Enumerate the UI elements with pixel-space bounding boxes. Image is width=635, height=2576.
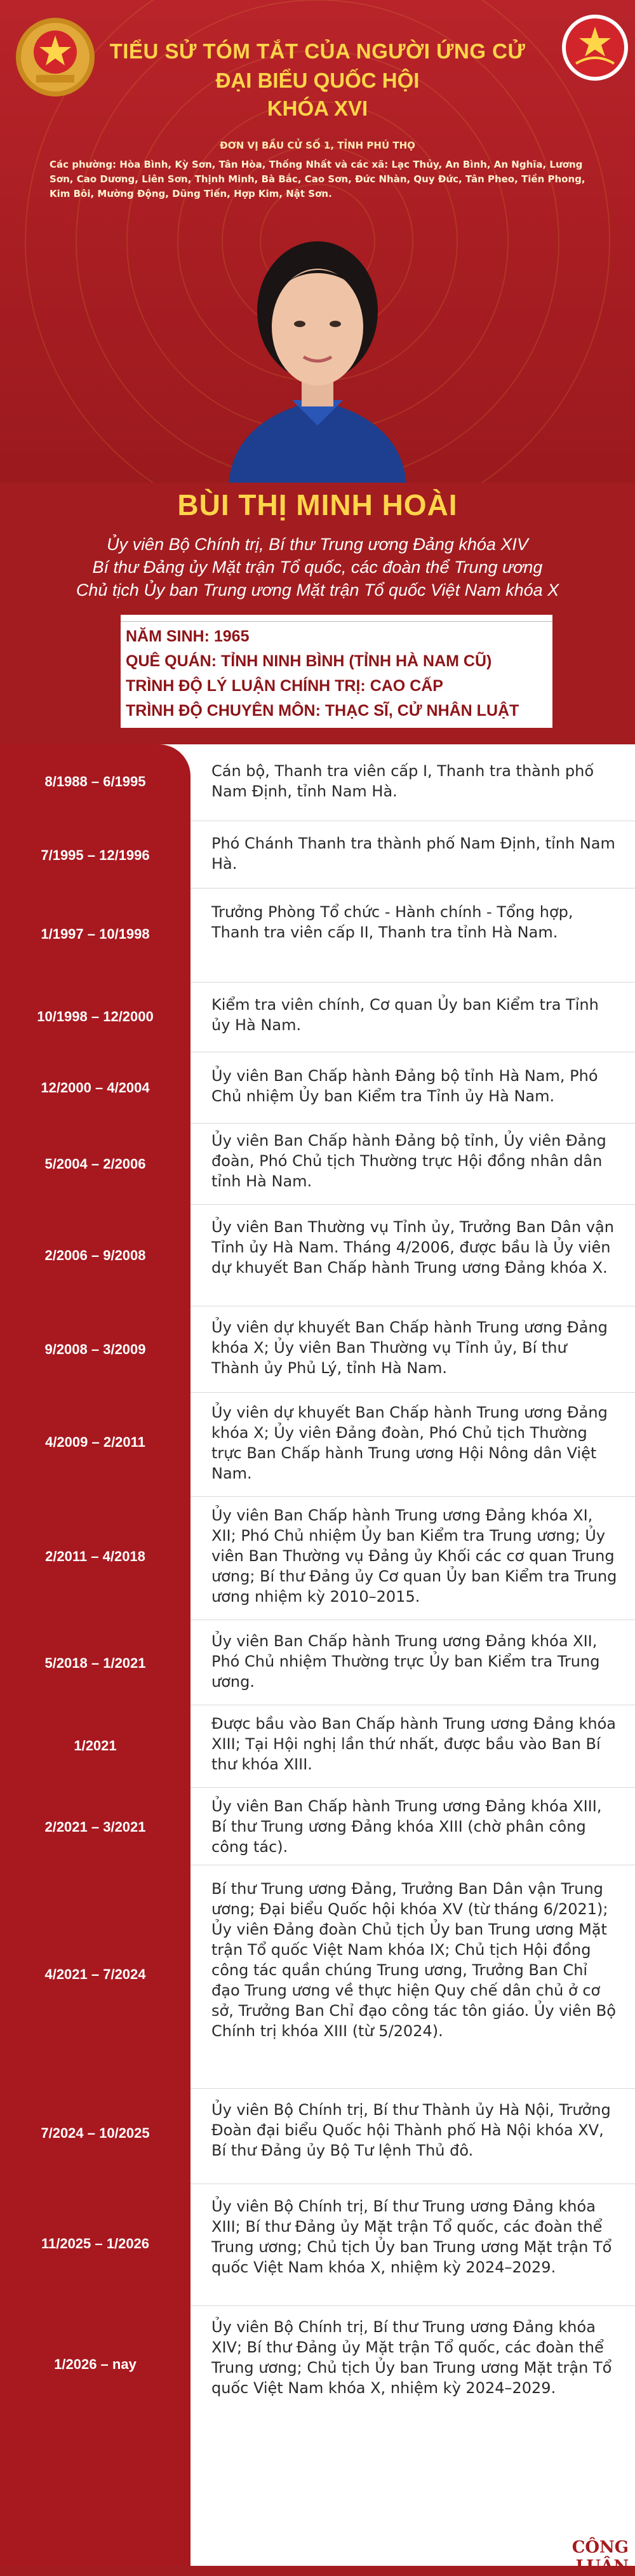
expertise-level: TRÌNH ĐỘ CHUYÊN MÔN: THẠC SĨ, CỬ NHÂN LUẬT [126,702,519,720]
page-title-line1: TIỂU SỬ TÓM TẮT CỦA NGƯỜI ỨNG CỬ [109,39,526,63]
timeline-row [0,1787,635,1865]
timeline-row [0,888,635,982]
timeline-desc: Ủy viên dự khuyết Ban Chấp hành Trung ương Đảng khóa X; Ủy viên Đảng đoàn, Phó Chủ tịch Thường trực Ban Chấp hành Trung ương Hội Nông dân Việt Nam. [211,1404,608,1482]
timeline-desc: Bí thư Trung ương Đảng, Trưởng Ban Dân vận Trung ương; Đại biểu Quốc hội khóa XV (từ tháng 6/2021); Ủy viên Đảng đoàn Chủ tịch Ủy ban Trung ương Mặt trận Tổ quốc Việt Nam khóa IX; Chủ tịch Hội đồng công tác quần chúng Trung ương, Trưởng Ban Chỉ đạo Trung ương về thực hiện Quy chế dân chủ ở cơ sở, Trưởng Ban Chỉ đạo công tác tôn giáo. Ủy viên Bộ Chính trị khóa XIII (từ 5/2024). [211,1880,616,2040]
timeline-row [0,1306,635,1392]
political-level: TRÌNH ĐỘ LÝ LUẬN CHÍNH TRỊ: CAO CẤP [126,677,443,695]
page-title-line3: KHÓA XVI [267,97,368,120]
timeline-date: 7/2024 – 10/2025 [41,2125,150,2141]
publisher-logo: CÔNG LUẬN [572,2538,629,2576]
timeline-desc: Ủy viên Ban Chấp hành Trung ương Đảng khóa XII, Phó Chủ nhiệm Thường trực Ủy ban Kiểm tra Trung ương. [211,1632,600,1691]
timeline-desc: Kiểm tra viên chính, Cơ quan Ủy ban Kiểm tra Tỉnh ủy Hà Nam. [211,996,599,1034]
timeline-date: 2/2006 – 9/2008 [44,1247,146,1263]
timeline-date: 12/2000 – 4/2004 [41,1080,150,1096]
timeline-desc: Được bầu vào Ban Chấp hành Trung ương Đảng khóa XIII; Tại Hội nghị lần thứ nhất, được bầu vào Ban Bí thư khóa XIII. [211,1715,616,1773]
timeline-row [0,982,635,1052]
timeline-desc: Ủy viên Bộ Chính trị, Bí thư Trung ương Đảng khóa XIII; Bí thư Đảng ủy Mặt trận Tổ quốc, các đoàn thể Trung ương; Chủ tịch Ủy ban Trung ương Mặt trận Tổ quốc Việt Nam khóa X, nhiệm kỳ 2024–2029. [211,2197,612,2276]
timeline-desc: Ủy viên Bộ Chính trị, Bí thư Trung ương Đảng khóa XIV; Bí thư Đảng ủy Mặt trận Tổ quốc, các đoàn thể Trung ương; Chủ tịch Ủy ban Trung ương Mặt trận Tổ quốc Việt Nam khóa X, nhiệm kỳ 2024–2029. [211,2318,612,2397]
timeline-date: 1/2026 – nay [54,2356,137,2372]
electoral-unit: ĐƠN VỊ BẦU CỬ SỐ 1, TỈNH PHÚ THỌ [220,140,415,151]
divider [121,621,552,622]
candidate-role-1: Ủy viên Bộ Chính trị, Bí thư Trung ương Đảng khóa XIV [107,535,528,554]
timeline-row [0,1123,635,1204]
timeline-desc: Trưởng Phòng Tổ chức - Hành chính - Tổng hợp, Thanh tra viên cấp II, Thanh tra tỉnh Hà Nam. [211,903,573,941]
candidate-role-3: Chủ tịch Ủy ban Trung ương Mặt trận Tổ quốc Việt Nam khóa X [76,580,559,600]
timeline-date: 4/2021 – 7/2024 [44,1966,146,1982]
timeline-date: 4/2009 – 2/2011 [45,1434,145,1450]
timeline-row [0,821,635,888]
timeline-date: 2/2021 – 3/2021 [44,1819,146,1835]
timeline-desc: Ủy viên Ban Chấp hành Đảng bộ tỉnh, Ủy viên Đảng đoàn, Phó Chủ tịch Thường trực Hội đồng nhân dân tỉnh Hà Nam. [211,1132,606,1190]
timeline-date: 10/1998 – 12/2000 [37,1009,154,1024]
page-title-line2: ĐẠI BIỂU QUỐC HỘI [215,69,420,92]
birth-year: NĂM SINH: 1965 [126,627,250,645]
timeline-row [0,1392,635,1496]
timeline-desc: Ủy viên Ban Thường vụ Tỉnh ủy, Trưởng Ban Dân vận Tỉnh ủy Hà Nam. Tháng 4/2006, được bầu là Ủy viên dự khuyết Ban Chấp hành Trung ương Đảng khóa X. [211,1218,614,1277]
timeline-row [0,1496,635,1620]
timeline-desc: Ủy viên dự khuyết Ban Chấp hành Trung ương Đảng khóa X; Ủy viên Ban Thường vụ Tỉnh ủy, Bí thư Thành ủy Phủ Lý, tỉnh Hà Nam. [211,1318,608,1377]
personal-info-box [121,615,552,728]
timeline-date: 9/2008 – 3/2009 [44,1341,146,1357]
timeline-date: 2/2011 – 4/2018 [45,1548,145,1564]
timeline-row [0,2305,635,2426]
timeline-desc: Ủy viên Ban Chấp hành Đảng bộ tỉnh Hà Nam, Phó Chủ nhiệm Ủy ban Kiểm tra Tỉnh ủy Hà Nam. [211,1067,598,1105]
timeline-desc: Cán bộ, Thanh tra viên cấp I, Thanh tra thành phố Nam Định, tỉnh Nam Hà. [211,762,594,800]
fatherland-front-logo-icon [560,13,630,83]
timeline-row [0,744,635,821]
timeline-desc: Phó Chánh Thanh tra thành phố Nam Định, tỉnh Nam Hà. [211,835,615,873]
timeline-row [0,1865,635,2088]
timeline-date: 1/2021 [74,1738,117,1754]
timeline-row [0,1204,635,1306]
timeline-date: 1/1997 – 10/1998 [41,926,150,942]
timeline-desc: Ủy viên Bộ Chính trị, Bí thư Thành ủy Hà Nội, Trưởng Đoàn đại biểu Quốc hội Thành phố Hà Nội khóa XV, Bí thư Đảng ủy Bộ Tư lệnh Thủ đô. [211,2101,611,2159]
timeline-date: 8/1988 – 6/1995 [44,774,146,789]
candidate-name: BÙI THỊ MINH HOÀI [177,488,458,521]
header-banner [0,0,635,483]
timeline-desc: Ủy viên Ban Chấp hành Trung ương Đảng khóa XIII, Bí thư Trung ương Đảng khóa XIII (chờ phân công công tác). [211,1797,602,1856]
timeline-row [0,1052,635,1123]
timeline-date: 7/1995 – 12/1996 [41,847,150,863]
wards-list: Các phường: Hòa Bình, Kỳ Sơn, Tân Hòa, Thống Nhất và các xã: Lạc Thủy, An Bình, An Nghĩa, Lương Sơn, Cao Dương, Liên Sơn, Thịnh Minh, Bà Bắc, Cao Sơn, Đức Nhàn, Quy Đức, Tân Pheo, Tiền Phong, Kim Bôi, Mường Động, Dũng Tiến, Hợp Kim, Nật Sơn. [50,159,585,199]
timeline-row [0,2184,635,2305]
timeline-row [0,1705,635,1787]
timeline-date: 5/2004 – 2/2006 [44,1156,146,1172]
candidate-portrait [190,210,444,483]
timeline-row [0,1620,635,1705]
candidate-role-2: Bí thư Đảng ủy Mặt trận Tổ quốc, các đoàn thể Trung ương [92,558,543,577]
career-timeline [0,744,635,2576]
timeline-desc: Ủy viên Ban Chấp hành Trung ương Đảng khóa XI, XII; Phó Chủ nhiệm Ủy ban Kiểm tra Trung ương; Ủy viên Ban Thường vụ Đảng ủy Khối các cơ quan Trung ương; Bí thư Đảng ủy Cơ quan Ủy ban Kiểm tra Trung ương nhiệm kỳ 2010–2015. [211,1506,617,1606]
timeline-date: 11/2025 – 1/2026 [41,2236,150,2251]
timeline-date: 5/2018 – 1/2021 [44,1655,146,1671]
timeline-row [0,2088,635,2184]
hometown: QUÊ QUÁN: TỈNH NINH BÌNH (TỈNH HÀ NAM CŨ) [126,652,492,670]
